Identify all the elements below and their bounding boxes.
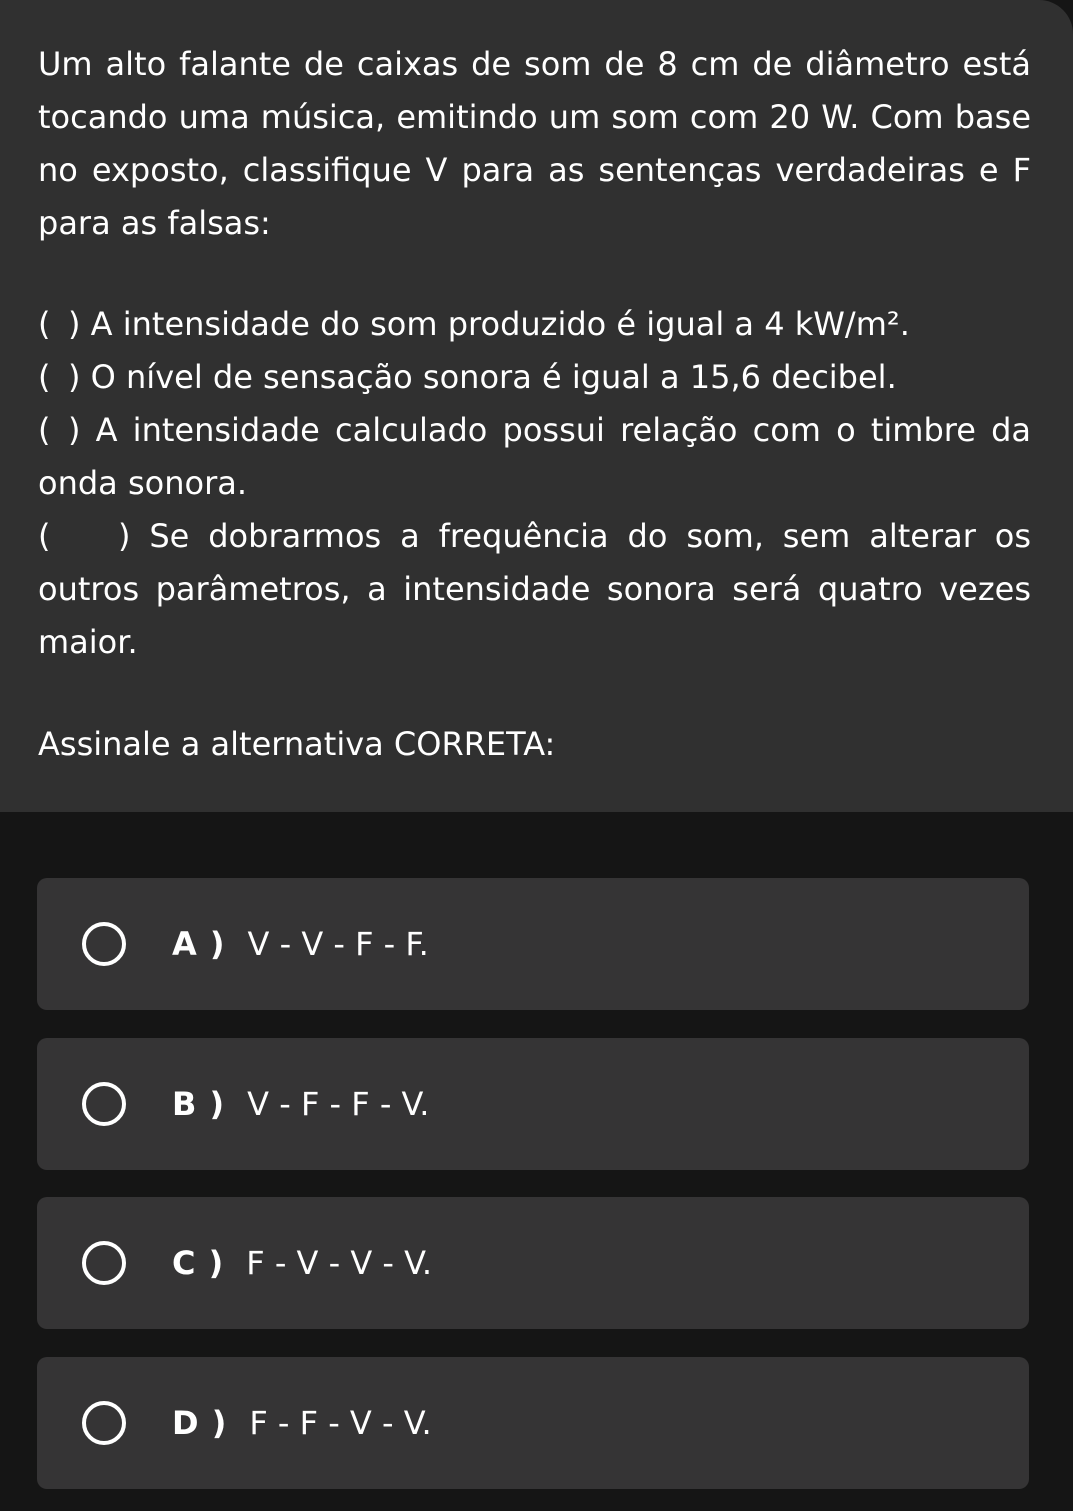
statement-text: ) O nível de sensação sonora é igual a 15,6 decibel.: [68, 358, 897, 396]
option-letter: C ): [172, 1244, 225, 1282]
option-letter: A ): [172, 925, 226, 963]
statement-2: [38, 351, 1031, 404]
radio-circle-icon[interactable]: [82, 1401, 126, 1445]
option-a[interactable]: [37, 878, 1029, 1010]
statement-4: [38, 510, 1031, 669]
option-letter: B ): [172, 1085, 226, 1123]
option-text: V - F - F - V.: [247, 1085, 430, 1123]
statement-1: [38, 298, 1031, 351]
statement-paren: (: [38, 305, 51, 343]
statement-text: ) Se dobrarmos a frequência do som, sem alterar os outros parâmetros, a intensidade sonora será quatro vezes maior.: [38, 517, 1031, 661]
statement-text: ) A intensidade do som produzido é igual a 4 kW/m².: [68, 305, 910, 343]
statement-paren: (: [38, 411, 51, 449]
question-prompt: Um alto falante de caixas de som de 8 cm de diâmetro está tocando uma música, emitindo um som com 20 W. Com base no exposto, classifique V para as sentenças verdadeiras e F para as falsas:: [38, 45, 1031, 242]
statement-paren: (: [38, 358, 51, 396]
radio-circle-icon[interactable]: [82, 1241, 126, 1285]
instruction-text: Assinale a alternativa CORRETA:: [38, 725, 556, 763]
option-b[interactable]: [37, 1038, 1029, 1170]
radio-circle-icon[interactable]: [82, 922, 126, 966]
statement-paren: (: [38, 517, 51, 555]
option-text: V - V - F - F.: [247, 925, 429, 963]
statement-3: [38, 404, 1031, 510]
option-c[interactable]: [37, 1197, 1029, 1329]
option-text: F - F - V - V.: [249, 1404, 432, 1442]
statement-text: ) A intensidade calculado possui relação com o timbre da onda sonora.: [38, 411, 1031, 502]
radio-circle-icon[interactable]: [82, 1082, 126, 1126]
option-d[interactable]: [37, 1357, 1029, 1489]
option-letter: D ): [172, 1404, 228, 1442]
option-text: F - V - V - V.: [246, 1244, 433, 1282]
spacer: [38, 250, 1031, 298]
